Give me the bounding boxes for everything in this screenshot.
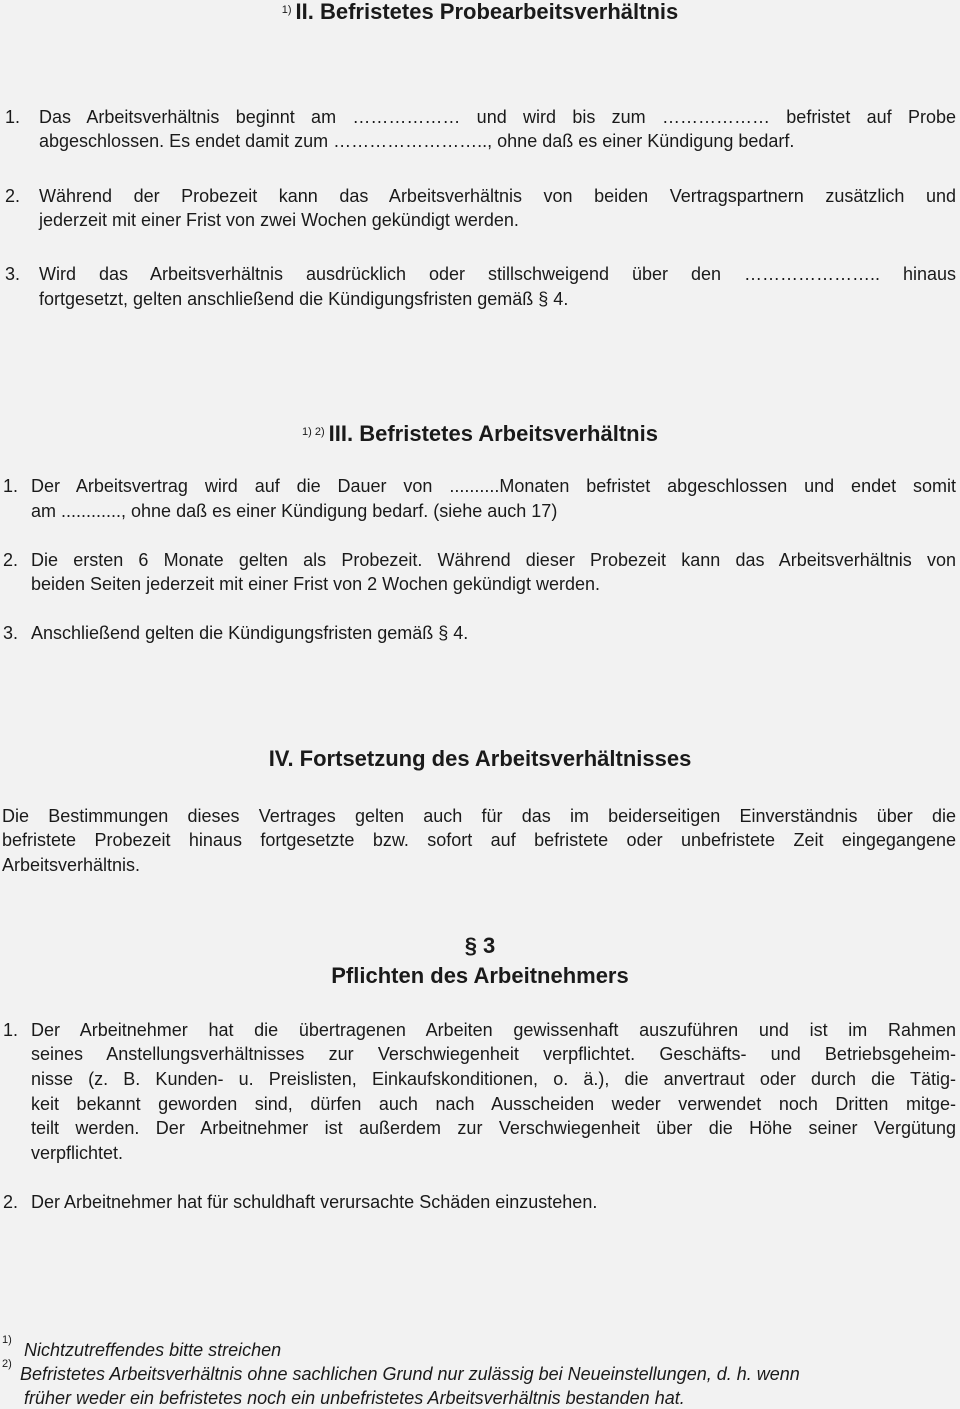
paragraph-line: Die ersten 6 Monate gelten als Probezeit. Während dieser Probezeit kann das Arbeitsverhältnis von: [31, 550, 956, 570]
section-II-heading: [0, 0, 960, 26]
item-number: 3.: [5, 264, 21, 284]
footnote-line: Nichtzutreffendes bitte streichen: [24, 1340, 282, 1360]
footnote-mark: 1): [2, 1334, 12, 1346]
paragraph-line: teilt werden. Der Arbeitnehmer ist außerdem zur Verschwiegenheit über die Höhe seiner Vergütung: [31, 1118, 956, 1138]
paragraph-line: seines Anstellungsverhältnisses zur Verschwiegenheit verpflichtet. Geschäfts- und Betriebsgeheim-: [31, 1044, 956, 1064]
item-number: 2.: [3, 550, 19, 570]
paragraph-line: nisse (z. B. Kunden- u. Preislisten, Einkaufskonditionen, o. ä.), die anvertraut oder durch die Tätig-: [31, 1069, 956, 1089]
paragraph-line: beiden Seiten jederzeit mit einer Frist von 2 Wochen gekündigt werden.: [31, 574, 600, 594]
paragraph-line: Der Arbeitnehmer hat für schuldhaft verursachte Schäden einzustehen.: [31, 1192, 598, 1212]
section-III-heading: [0, 420, 960, 448]
item-number: 1.: [3, 476, 19, 496]
paragraph-line: jederzeit mit einer Frist von zwei Wochen gekündigt werden.: [39, 210, 519, 230]
paragraph-line: abgeschlossen. Es endet damit zum …………………….., ohne daß es einer Kündigung bedarf.: [39, 131, 795, 151]
paragraph-line: verpflichtet.: [31, 1143, 124, 1163]
paragraph-line: keit bekannt geworden sind, dürfen auch nach Ausscheiden weder verwendet noch Dritten mitge-: [31, 1094, 956, 1114]
heading-text: II. Befristetes Probearbeitsverhältnis: [295, 0, 679, 24]
item-number: 3.: [3, 623, 19, 643]
paragraph-line: Während der Probezeit kann das Arbeitsverhältnis von beiden Vertragspartnern zusätzlich und: [39, 186, 956, 206]
paragraph-line: Wird das Arbeitsverhältnis ausdrücklich oder stillschweigend über den ………………….. hinaus: [39, 264, 956, 284]
item-number: 2.: [3, 1192, 19, 1212]
paragraph-line: befristete Probezeit hinaus fortgesetzte bzw. sofort auf befristete oder unbefristete Zeit eingegangene: [2, 830, 956, 850]
paragraph-number: § 3: [464, 933, 496, 958]
footnote-mark: 2): [2, 1358, 12, 1370]
section-IV-heading: IV. Fortsetzung des Arbeitsverhältnisses: [268, 746, 692, 771]
footnote-ref: 1) 2): [302, 426, 325, 438]
heading-text: III. Befristetes Arbeitsverhältnis: [328, 421, 658, 446]
paragraph-line: Das Arbeitsverhältnis beginnt am ……………… und wird bis zum ……………… befristet auf Probe: [39, 107, 956, 127]
item-number: 1.: [5, 107, 21, 127]
paragraph-title: Pflichten des Arbeitnehmers: [331, 963, 629, 988]
item-number: 1.: [3, 1020, 19, 1040]
paragraph-line: Der Arbeitnehmer hat die übertragenen Arbeiten gewissenhaft auszuführen und ist im Rahmen: [31, 1020, 956, 1040]
item-number: 2.: [5, 186, 21, 206]
paragraph-line: Der Arbeitsvertrag wird auf die Dauer von ..........Monaten befristet abgeschlossen und endet somit: [31, 476, 956, 496]
footnote-ref: 1): [281, 4, 292, 16]
paragraph-line: am ............, ohne daß es einer Kündigung bedarf. (siehe auch 17): [31, 501, 558, 521]
paragraph-line: Arbeitsverhältnis.: [2, 855, 141, 875]
paragraph-line: Anschließend gelten die Kündigungsfristen gemäß § 4.: [31, 623, 469, 643]
paragraph-line: Die Bestimmungen dieses Vertrages gelten auch für das im beiderseitigen Einverständnis über die: [2, 806, 956, 826]
paragraph-line: fortgesetzt, gelten anschließend die Kündigungsfristen gemäß § 4.: [39, 289, 569, 309]
footnote-line: Befristetes Arbeitsverhältnis ohne sachlichen Grund nur zulässig bei Neueinstellungen, d. h. wenn: [20, 1364, 800, 1384]
footnote-line: früher weder ein befristetes noch ein unbefristetes Arbeitsverhältnis bestanden hat.: [24, 1388, 685, 1408]
